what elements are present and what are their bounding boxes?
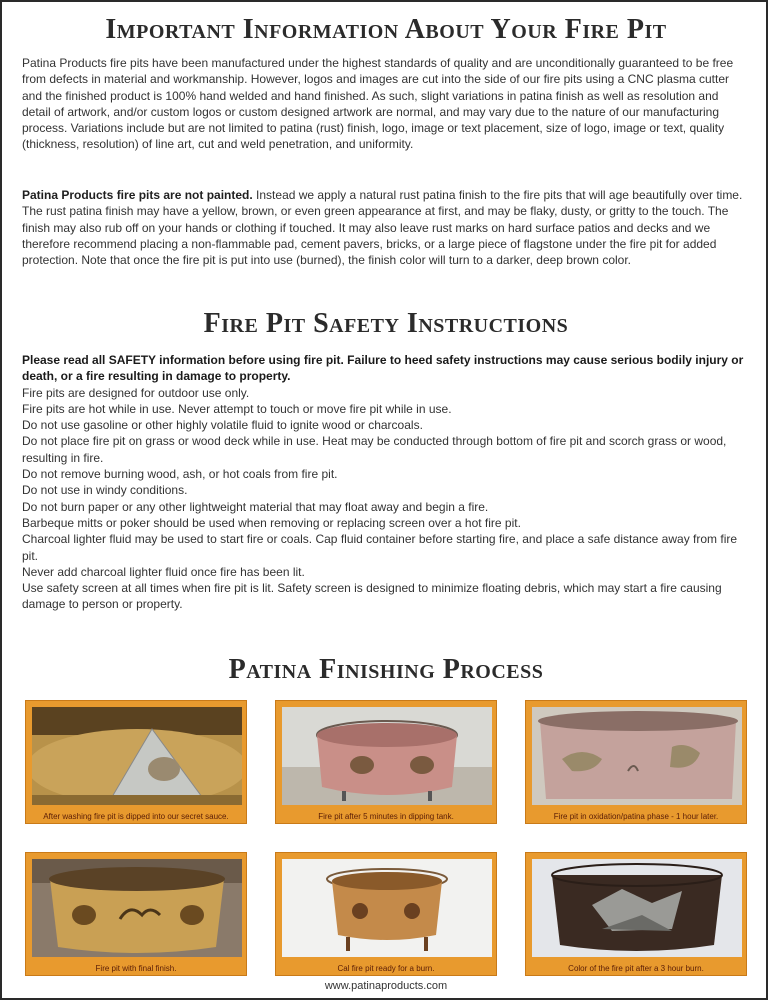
photo-pink-pit	[275, 700, 497, 824]
photo-caption: Fire pit after 5 minutes in dipping tank.	[318, 812, 454, 821]
photo-final-finish	[25, 852, 247, 976]
pink-pit-image	[282, 707, 492, 805]
safety-item: Do not remove burning wood, ash, or hot coals from fire pit.	[22, 467, 338, 482]
quality-paragraph: Patina Products fire pits have been manufactured under the highest standards of quality and are unconditionally guaranteed to be free from defects in material and workmanship. However, logos and images are cut into the side of our fire pits using a CNC plasma cutter and the finished product is 100% hand welded and hand finished. As such, slight variations in patina finish as well as resolution and detail of artwork, and/or custom logos or custom designed artwork are normal, and may vary due to the nature of our manufacturing process. Variations include but are not limited to patina (rust) finish, logo, image or text placement, size of logo, image or text, quality (thickness, resolution) of line art, cut and weld penetration, and uniformity.	[22, 56, 734, 152]
safety-item: Do not use gasoline or other highly volatile fluid to ignite wood or charcoals.	[22, 418, 423, 433]
final-finish-image	[32, 859, 242, 957]
website-footer[interactable]: www.patinaproducts.com	[324, 980, 448, 992]
safety-intro: Please read all SAFETY information before using fire pit. Failure to heed safety instructions may cause serious bodily injury or death, or a fire resulting in damage to property.	[22, 353, 744, 384]
safety-title: Fire Pit Safety Instructions	[203, 308, 569, 339]
important-info-title: Important Information About Your Fire Pit	[105, 14, 667, 45]
photo-dipping-tank	[25, 700, 247, 824]
oxidation-pit-image	[532, 707, 742, 805]
dipping-tank-image	[32, 707, 242, 805]
photo-caption: Color of the fire pit after a 3 hour burn.	[568, 964, 704, 973]
photo-caption: Fire pit in oxidation/patina phase - 1 hour later.	[553, 812, 719, 821]
safety-item: Charcoal lighter fluid may be used to start fire or coals. Cap fluid container before starting fire, and place a safe distance away from fire pit.	[22, 532, 738, 563]
photo-burned-pit	[525, 852, 747, 976]
safety-item: Barbeque mitts or poker should be used when removing or replacing screen over a hot fire pit.	[22, 515, 521, 530]
patina-process-title: Patina Finishing Process	[228, 654, 544, 685]
safety-item: Do not burn paper or any other lightweight material that may float away and begin a fire.	[22, 499, 489, 514]
photo-oxidation-pit	[525, 700, 747, 824]
patina-paragraph	[22, 187, 750, 268]
photo-caption: Fire pit with final finish.	[95, 964, 177, 973]
snow-pit-image	[282, 859, 492, 957]
safety-item: Fire pits are designed for outdoor use only.	[22, 385, 250, 400]
burned-pit-image	[532, 859, 742, 957]
not-painted-lead: Patina Products fire pits are not painted.	[22, 188, 253, 202]
safety-section	[22, 352, 750, 613]
photo-caption: After washing fire pit is dipped into our secret sauce.	[43, 812, 229, 821]
safety-item: Fire pits are hot while in use. Never attempt to touch or move fire pit while in use.	[22, 401, 452, 416]
patina-paragraph-body: Instead we apply a natural rust patina finish to the fire pits that will age beautifully over time. The rust patina finish may have a yellow, brown, or even green appearance at first, and may be flaky, dusty, or gritty to the touch. The finish may also rub off on your hands or clothing if touched. It may also leave rust marks on hard surface patios and decks and we therefore recommend placing a non-flammable pad, cement pavers, bricks, or a large piece of flagstone under the fire pit for added protection. Note that once the fire pit is put into use (burned), the finish color will turn to a darker, deep brown color.	[22, 188, 743, 268]
photo-snow-pit	[275, 852, 497, 976]
safety-item: Do not use in windy conditions.	[22, 483, 188, 498]
safety-item: Never add charcoal lighter fluid once fire has been lit.	[22, 564, 305, 579]
safety-list	[22, 385, 750, 613]
safety-item: Do not place fire pit on grass or wood deck while in use. Heat may be conducted through bottom of fire pit and scorch grass or wood, resulting in fire.	[22, 434, 727, 465]
safety-item: Use safety screen at all times when fire pit is lit. Safety screen is designed to minimize floating debris, which may start a fire causing damage to person or property.	[22, 581, 722, 612]
photo-caption: Cal fire pit ready for a burn.	[337, 964, 435, 973]
